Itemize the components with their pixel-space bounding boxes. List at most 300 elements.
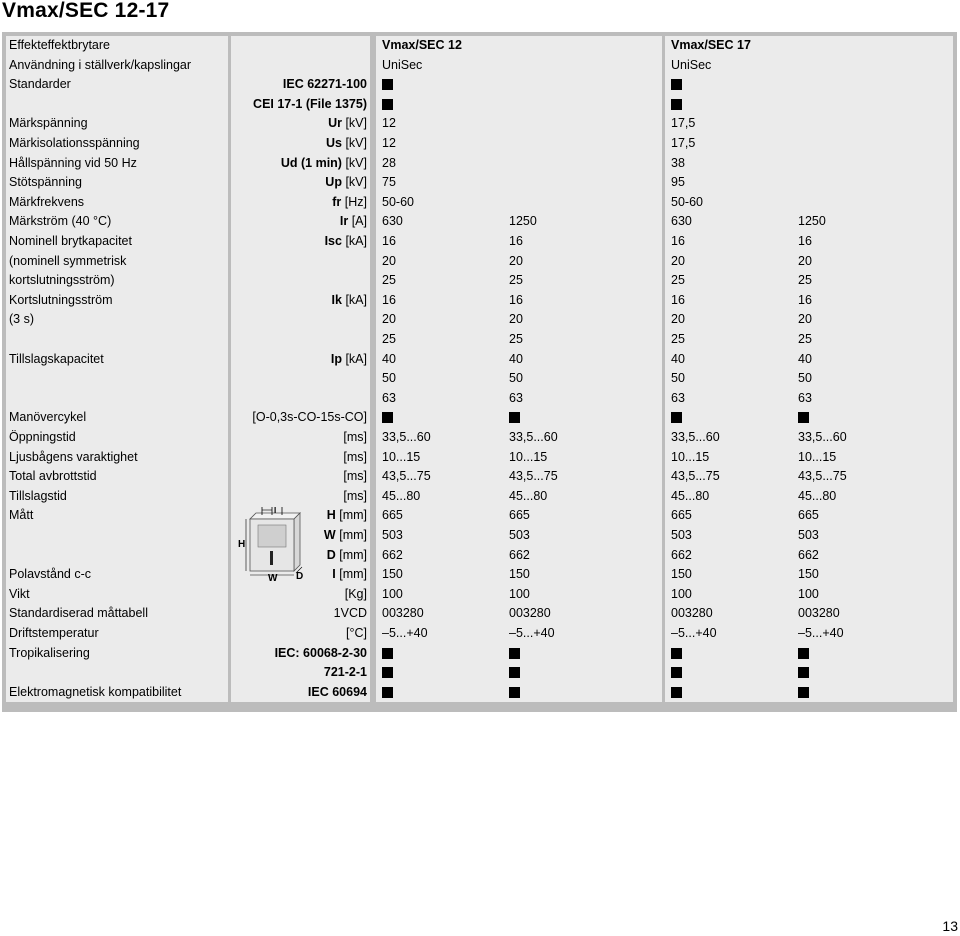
row-value: 10...15 [382,449,421,464]
vmax12-values [376,624,662,644]
row-unit-cell [231,154,370,174]
row-value: 40 [671,351,685,366]
row-unit-cell [231,173,370,193]
vmax17-values [665,271,953,291]
row-symbol: Up [325,175,342,190]
vmax17-values [665,585,953,605]
row-value: 503 [798,528,819,542]
vmax12-values [376,193,662,213]
header-model-12: Vmax/SEC 12 [382,38,462,52]
vmax12-values [376,75,662,95]
row-value: 50 [798,371,812,386]
filled-square-icon [671,79,682,90]
spec-table [2,32,957,712]
row-label: Kortslutningsström [6,291,228,311]
row-value: 10...15 [671,449,710,464]
diagram-label-w: W [268,573,278,581]
row-label: Vikt [6,585,228,605]
vmax17-values [665,448,953,468]
row-value: 503 [509,528,530,542]
row-unit: [kA] [345,234,367,248]
vmax12-values [376,114,662,134]
page-number: 13 [942,918,958,934]
row-value: 003280 [671,606,713,621]
filled-square-icon [382,412,393,423]
row-value: 630 [671,214,692,229]
row-value: 665 [509,508,530,523]
row-symbol: fr [332,194,342,209]
row-unit-cell [231,487,370,507]
filled-square-icon [382,99,393,110]
row-value: 20 [382,253,396,268]
vmax17-values [665,291,953,311]
row-value: 40 [382,351,396,366]
filled-square-icon [671,99,682,110]
row-symbol: Ud (1 min) [280,155,342,170]
row-unit: IEC 62271-100 [282,77,367,92]
row-value: 503 [382,528,403,542]
vmax17-values [665,252,953,272]
row-value: 20 [671,312,685,327]
row-unit: [mm] [339,567,367,582]
row-value: –5...+40 [671,626,717,640]
row-unit: 1VCD [333,606,367,621]
row-value: 665 [798,508,819,523]
row-value: 16 [509,234,523,248]
row-value: 33,5...60 [798,430,847,444]
filled-square-icon [382,648,393,659]
row-value: 20 [798,312,812,327]
row-value: 63 [509,390,523,405]
vmax17-values [665,56,953,76]
row-unit-cell [231,291,370,311]
row-label [6,95,228,115]
row-unit-cell [231,350,370,370]
row-unit: [ms] [343,488,367,503]
vmax12-values [376,565,662,585]
row-value: 40 [798,351,812,366]
page-title: Vmax/SEC 12-17 [2,0,170,22]
vmax17-values [665,369,953,389]
row-value: 16 [509,292,523,307]
row-unit: [kV] [345,136,367,150]
row-unit: IEC: 60068-2-30 [274,645,367,660]
row-value: 20 [382,312,396,327]
filled-square-icon [382,687,393,698]
row-label: Mått [6,506,228,526]
row-label: Märkisolationsspänning [6,134,228,154]
row-symbol: H [326,508,336,523]
vmax12-values [376,487,662,507]
row-symbol: W [323,528,336,542]
row-value: 1250 [798,214,826,229]
row-value: 63 [798,390,812,405]
row-value: 150 [798,567,819,582]
row-label: Märkström (40 °C) [6,212,228,232]
filled-square-icon [382,667,393,678]
row-value: 95 [671,175,685,190]
row-unit-cell [231,95,370,115]
row-label: Märkfrekvens [6,193,228,213]
vmax17-values [665,526,953,546]
filled-square-icon [509,667,520,678]
row-unit: [kV] [345,175,367,190]
row-value: 75 [382,175,396,190]
row-label [6,389,228,409]
row-label: Märkspänning [6,114,228,134]
header-model-17-cell [665,36,953,56]
vmax17-values [665,506,953,526]
vmax12-values [376,134,662,154]
filled-square-icon [798,648,809,659]
row-label: (3 s) [6,310,228,330]
row-unit-cell [231,114,370,134]
row-unit-cell [231,56,370,76]
row-unit-cell [231,212,370,232]
row-value: 25 [382,332,396,346]
vmax17-values [665,350,953,370]
vmax12-values [376,212,662,232]
row-unit-cell [231,193,370,213]
row-value: 43,5...75 [798,469,847,484]
vmax12-values [376,252,662,272]
row-unit-cell [231,232,370,252]
row-value: 665 [382,508,403,523]
row-value: 45...80 [798,488,837,503]
vmax12-values [376,663,662,683]
vmax17-values [665,193,953,213]
row-symbol: Ik [331,292,342,307]
row-symbol: Ip [330,351,342,366]
vmax17-values [665,624,953,644]
row-label [6,526,228,546]
row-unit: [°C] [346,626,367,640]
row-value: 150 [671,567,692,582]
row-value: 16 [382,234,396,248]
row-value: 16 [382,292,396,307]
row-value: 17,5 [671,116,696,131]
vmax17-values [665,644,953,664]
row-value: 662 [382,547,403,562]
row-value: 25 [382,273,396,288]
breaker-handle [270,551,273,565]
row-value: 20 [798,253,812,268]
row-value: 45...80 [382,488,421,503]
filled-square-icon [671,412,682,423]
row-label [6,663,228,683]
row-value: 150 [509,567,530,582]
vmax12-values [376,271,662,291]
vmax17-values [665,487,953,507]
vmax17-values [665,546,953,566]
row-label: kortslutningsström) [6,271,228,291]
breaker-side-face [294,513,300,571]
row-unit: [A] [351,214,367,229]
vmax17-values [665,683,953,703]
filled-square-icon [671,667,682,678]
header-unit-cell [231,36,370,56]
filled-square-icon [798,687,809,698]
row-label: Elektromagnetisk kompatibilitet [6,683,228,703]
row-value: 100 [509,586,530,601]
vmax17-values [665,428,953,448]
vmax17-values [665,467,953,487]
row-unit-cell [231,428,370,448]
row-unit: [kA] [345,292,367,307]
row-label: Hållspänning vid 50 Hz [6,154,228,174]
row-value: 12 [382,136,396,150]
row-value: 50 [671,371,685,386]
filled-square-icon [509,687,520,698]
row-value: 10...15 [798,449,837,464]
row-value: 630 [382,214,403,229]
row-label: Tillslagskapacitet [6,350,228,370]
row-unit: [ms] [343,430,367,444]
row-value: 662 [509,547,530,562]
row-value: 100 [382,586,403,601]
vmax17-values [665,75,953,95]
vmax12-values [376,56,662,76]
vmax17-values [665,389,953,409]
vmax12-values [376,154,662,174]
row-unit: [kV] [345,116,367,131]
vmax17-values [665,232,953,252]
vmax12-values [376,604,662,624]
row-value: 43,5...75 [382,469,431,484]
vmax17-values [665,134,953,154]
filled-square-icon [671,648,682,659]
row-value: UniSec [382,57,423,72]
row-unit-cell [231,252,370,272]
row-value: 43,5...75 [509,469,558,484]
row-value: 50-60 [382,194,414,209]
row-unit: [mm] [339,547,367,562]
row-label: Nominell brytkapacitet [6,232,228,252]
vmax12-values [376,644,662,664]
vmax12-values [376,467,662,487]
row-value: 38 [671,155,685,170]
vmax12-values [376,330,662,350]
row-label: Standarder [6,75,228,95]
row-value: 63 [671,390,685,405]
vmax12-values [376,526,662,546]
row-value: 28 [382,155,396,170]
row-unit-cell [231,663,370,683]
row-label: Användning i ställverk/kapslingar [6,56,228,76]
row-value: 20 [509,253,523,268]
row-label: Stötspänning [6,173,228,193]
vmax17-values [665,604,953,624]
row-symbol: Ir [339,214,349,229]
row-value: 662 [671,547,692,562]
row-unit-cell [231,467,370,487]
row-unit-cell [231,604,370,624]
row-value: 40 [509,351,523,366]
vmax12-values [376,546,662,566]
vmax12-values [376,506,662,526]
row-value: 50 [382,371,396,386]
row-unit-cell [231,75,370,95]
vmax17-values [665,154,953,174]
filled-square-icon [382,79,393,90]
row-unit: [mm] [339,508,367,523]
row-value: 20 [509,312,523,327]
row-value: 12 [382,116,396,131]
row-value: 25 [671,332,685,346]
header-model-12-cell [376,36,662,56]
row-value: UniSec [671,57,712,72]
row-value: 16 [671,292,685,307]
row-value: 16 [798,292,812,307]
row-value: 25 [509,332,523,346]
row-label: (nominell symmetrisk [6,252,228,272]
vmax17-values [665,173,953,193]
row-label: Total avbrottstid [6,467,228,487]
header-label: Effekteffektbrytare [6,36,228,56]
row-unit-cell [231,389,370,409]
row-label: Ljusbågens varaktighet [6,448,228,468]
row-label: Manövercykel [6,408,228,428]
row-label: Tropikalisering [6,644,228,664]
row-unit: 721-2-1 [323,665,367,680]
row-unit-cell [231,644,370,664]
vmax17-values [665,95,953,115]
row-value: 20 [671,253,685,268]
row-unit-cell [231,310,370,330]
row-value: 25 [798,332,812,346]
row-unit-cell [231,271,370,291]
row-symbol: I [332,567,336,582]
vmax17-values [665,408,953,428]
row-value: 100 [798,586,819,601]
row-unit-cell [231,330,370,350]
row-label [6,546,228,566]
row-value: 33,5...60 [671,430,720,444]
row-unit: [ms] [343,469,367,484]
row-value: 17,5 [671,136,696,150]
row-unit: [ms] [343,449,367,464]
breaker-front-panel [258,525,286,547]
row-label: Öppningstid [6,428,228,448]
row-value: 45...80 [509,488,548,503]
row-value: 16 [798,234,812,248]
row-symbol: Ur [328,116,342,131]
row-symbol: Isc [324,234,342,248]
row-symbol: D [326,547,336,562]
vmax12-values [376,389,662,409]
row-label: Driftstemperatur [6,624,228,644]
row-value: –5...+40 [798,626,844,640]
vmax17-values [665,310,953,330]
diagram-label-h: H [238,539,246,550]
row-value: 43,5...75 [671,469,720,484]
vmax12-values [376,310,662,330]
vmax12-values [376,448,662,468]
row-value: 25 [798,273,812,288]
row-value: 16 [671,234,685,248]
vmax12-values [376,428,662,448]
row-value: 1250 [509,214,537,229]
row-symbol: Us [325,136,342,150]
filled-square-icon [798,412,809,423]
row-value: 45...80 [671,488,710,503]
row-unit-cell [231,683,370,703]
row-label [6,369,228,389]
filled-square-icon [671,687,682,698]
row-value: 50-60 [671,194,703,209]
row-unit: [kV] [345,155,367,170]
row-value: 003280 [798,606,840,621]
vmax12-values [376,408,662,428]
row-unit-cell [231,408,370,428]
row-value: 003280 [509,606,551,621]
row-value: –5...+40 [509,626,555,640]
filled-square-icon [509,648,520,659]
diagram-label-d: D [296,571,304,581]
row-unit: [O-0,3s-CO-15s-CO] [252,410,367,425]
row-unit: [Kg] [344,586,367,601]
vmax12-values [376,350,662,370]
breaker-dimension-diagram [236,505,316,581]
row-value: 33,5...60 [509,430,558,444]
row-value: 003280 [382,606,424,621]
row-value: 100 [671,586,692,601]
vmax17-values [665,330,953,350]
row-value: 665 [671,508,692,523]
row-value: 63 [382,390,396,405]
row-unit: [kA] [345,351,367,366]
row-value: 25 [671,273,685,288]
row-label [6,330,228,350]
row-value: 33,5...60 [382,430,431,444]
row-unit-cell [231,134,370,154]
vmax17-values [665,114,953,134]
vmax12-values [376,173,662,193]
vmax12-values [376,95,662,115]
vmax12-values [376,683,662,703]
diagram-label-i: I [274,506,277,515]
row-value: –5...+40 [382,626,428,640]
filled-square-icon [798,667,809,678]
row-value: 503 [671,528,692,542]
filled-square-icon [509,412,520,423]
vmax12-values [376,291,662,311]
vmax12-values [376,369,662,389]
vmax17-values [665,565,953,585]
row-value: 50 [509,371,523,386]
row-value: 25 [509,273,523,288]
row-label: Tillslagstid [6,487,228,507]
vmax12-values [376,232,662,252]
header-model-17: Vmax/SEC 17 [671,38,751,52]
row-value: 150 [382,567,403,582]
row-unit-cell [231,585,370,605]
row-unit: [mm] [339,528,367,542]
vmax17-values [665,212,953,232]
row-value: 662 [798,547,819,562]
row-label: Polavstånd c-c [6,565,228,585]
row-value: 10...15 [509,449,548,464]
row-unit: IEC 60694 [307,684,367,699]
row-unit: [Hz] [344,194,367,209]
row-label: Standardiserad måttabell [6,604,228,624]
row-unit: CEI 17-1 (File 1375) [253,96,367,111]
row-unit-cell [231,448,370,468]
vmax17-values [665,663,953,683]
vmax12-values [376,585,662,605]
row-unit-cell [231,369,370,389]
row-unit-cell [231,624,370,644]
